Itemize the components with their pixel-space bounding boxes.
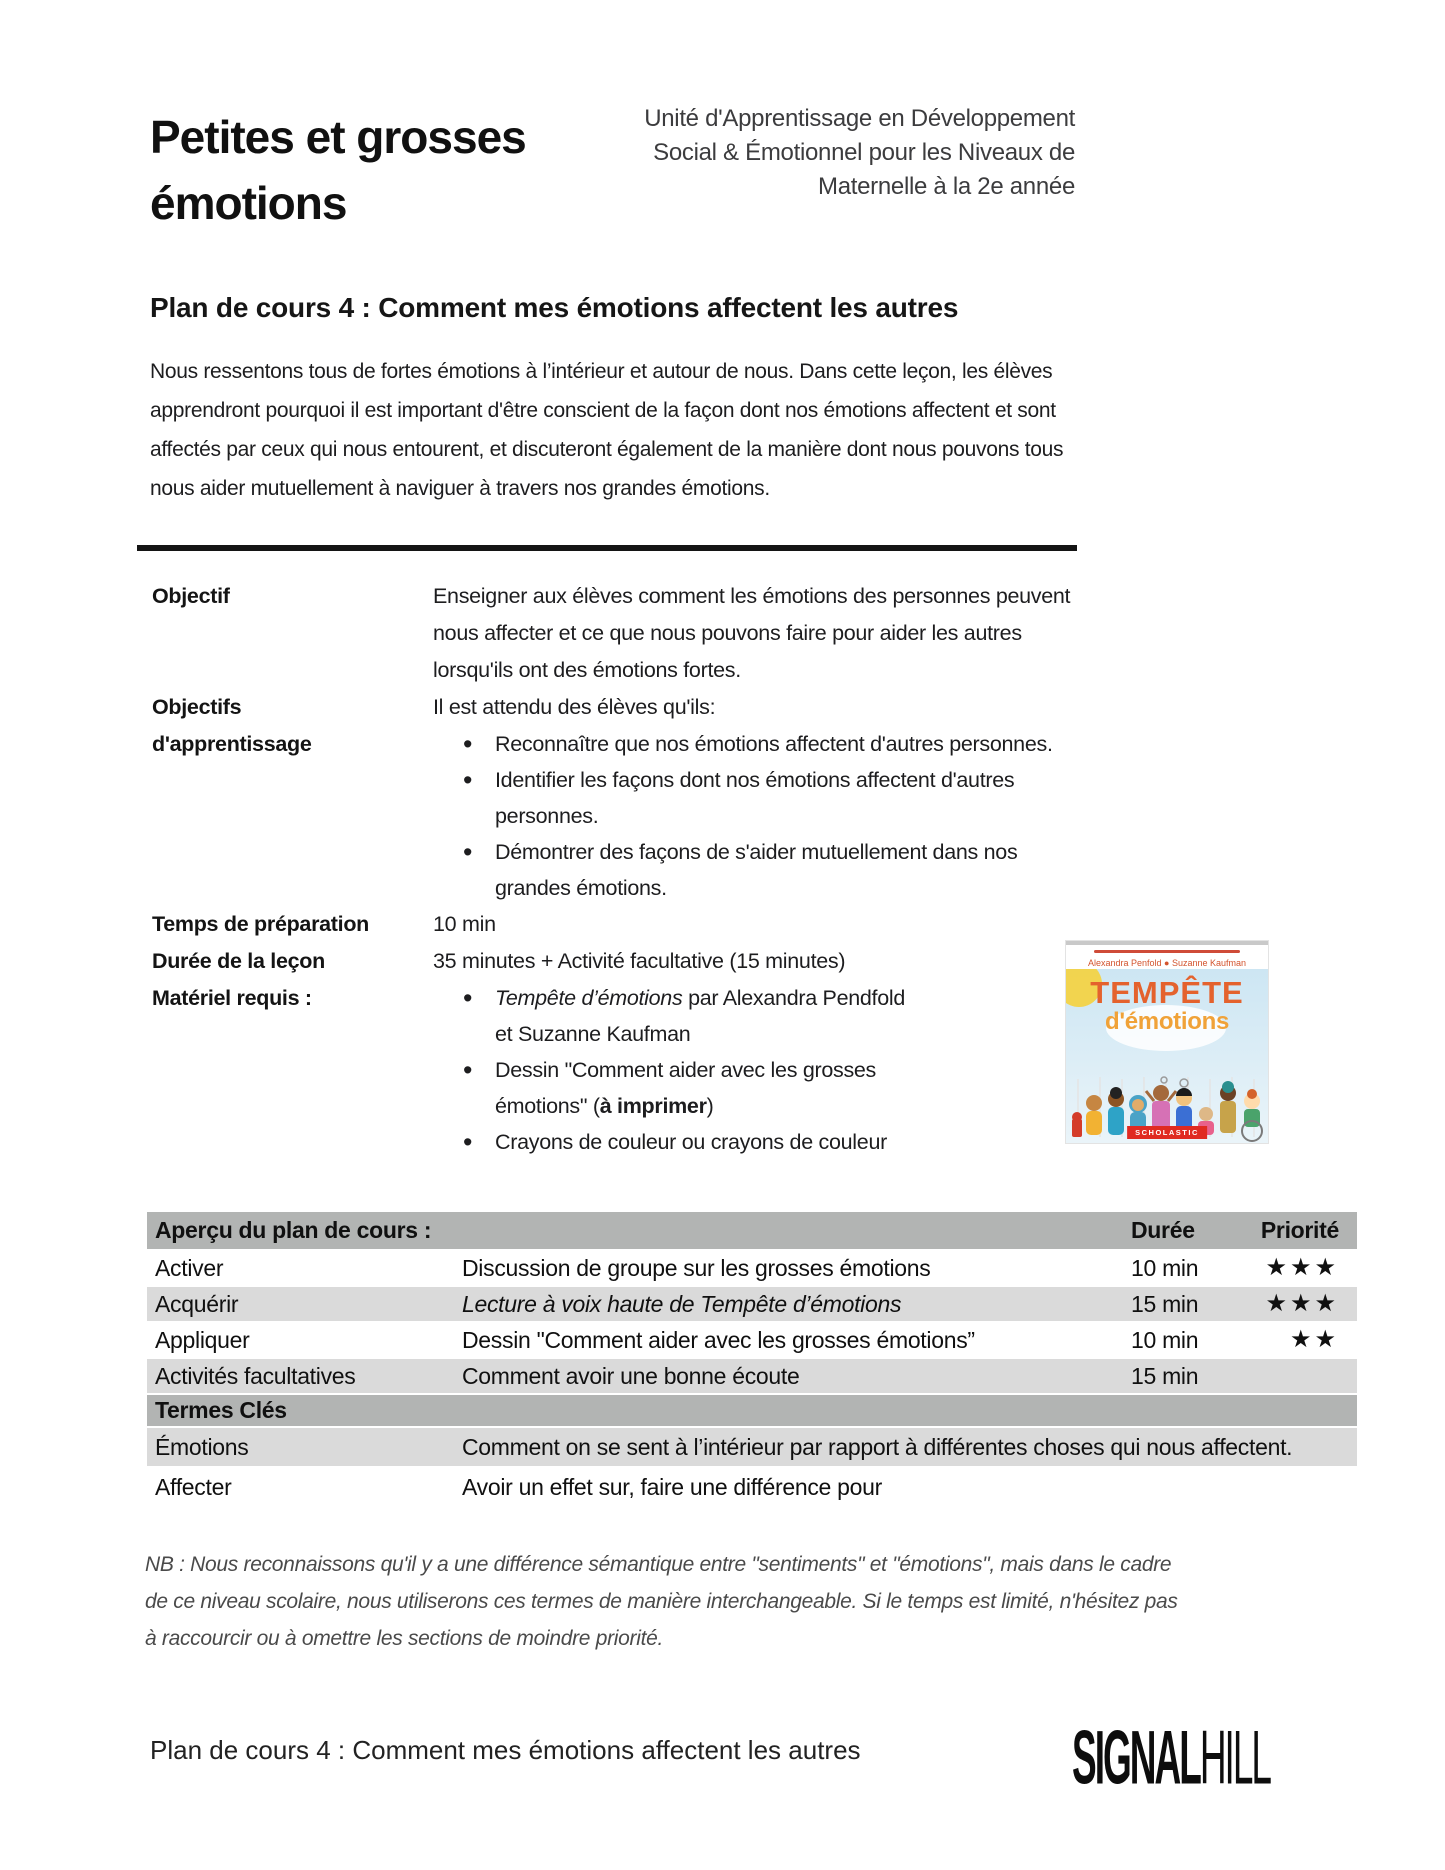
drawing-text-end: ) (706, 1094, 714, 1118)
document-title: Petites et grosses émotions (150, 111, 526, 229)
signalhill-logo-text (1072, 1716, 1270, 1802)
list-item: • Crayons de couleur ou crayons de couleur (433, 1124, 911, 1160)
description-cell: Dessin "Comment aider avec les grosses émotions” (462, 1327, 975, 1353)
list-item (433, 980, 911, 1052)
list-item (433, 1052, 911, 1124)
definition-cell: Comment on se sent à l’intérieur par rapport à différentes choses qui nous affectent. (462, 1434, 1293, 1460)
list-item: • Démontrer des façons de s'aider mutuellement dans nos grandes émotions. (433, 834, 1077, 906)
materials-value (433, 980, 1117, 1160)
description-cell: Discussion de groupe sur les grosses émotions (462, 1255, 931, 1281)
cover-authors: Alexandra Penfold ● Suzanne Kaufman (1087, 958, 1247, 968)
book-authors-text: par Alexandra Pendfold et Suzanne Kaufman (495, 986, 906, 1046)
unit-info: Unité d'Apprentissage en Développement Social & Émotionnel pour les Niveaux de Maternelle à la 2e année (644, 105, 1075, 200)
drawing-bold-text: à imprimer (599, 1094, 707, 1118)
activity-cell: Activer (155, 1255, 224, 1281)
key-terms-header: Termes Clés (147, 1395, 1357, 1426)
definition-cell: Avoir un effet sur, faire une différence pour (462, 1474, 882, 1500)
description-cell: Comment avoir une bonne écoute (462, 1363, 800, 1389)
overview-header-row (147, 1212, 1357, 1249)
lesson-intro: Nous ressentons tous de fortes émotions à l’intérieur et autour de nous. Dans cette leçon, les élèves apprendront pourquoi il est important d'être conscient de la façon dont nos émotions affectent et sont affectés par ceux qui nous entourent, et discuteront également de la manière dont nous pouvons tous nous aider mutuellement à naviguer à travers nos grandes émotions. (150, 360, 1064, 500)
priority-stars: ★★★ (1265, 1290, 1339, 1317)
lesson-details (152, 578, 1117, 1160)
activity-cell: Activités facultatives (155, 1363, 356, 1389)
priority-column-header: Priorité (1260, 1217, 1339, 1243)
priority-stars: ★★★ (1265, 1254, 1339, 1281)
logo-hill-text: HILL (1199, 1715, 1270, 1800)
activity-cell: Acquérir (155, 1291, 239, 1317)
footer-text: Plan de cours 4 : Comment mes émotions affectent les autres (150, 1735, 861, 1765)
learning-objectives-label: Objectifs d'apprentissage (152, 695, 312, 756)
learning-objectives-list (433, 726, 1077, 906)
table-row (147, 1287, 1357, 1321)
learning-objectives-value (433, 689, 1117, 906)
list-item: • Identifier les façons dont nos émotions affectent d'autres personnes. (433, 762, 1077, 834)
duration-column-header: Durée (1131, 1217, 1195, 1243)
table-row (147, 1251, 1357, 1285)
objective-value: Enseigner aux élèves comment les émotions des personnes peuvent nous affecter et ce que nous pouvons faire pour aider les autres lorsqu'ils ont des émotions fortes. (433, 584, 1071, 682)
table-row (147, 1323, 1357, 1357)
logo-signal-text: SIGNAL (1072, 1715, 1200, 1800)
book-title-text: Tempête d’émotions (495, 986, 683, 1010)
duration-cell: 10 min (1131, 1255, 1199, 1281)
key-term-row (147, 1428, 1357, 1466)
objective-label: Objectif (152, 584, 230, 608)
book-cover-image (1066, 941, 1268, 1143)
duration-cell: 10 min (1131, 1327, 1199, 1353)
key-term-row (147, 1468, 1357, 1506)
lesson-heading: Plan de cours 4 : Comment mes émotions affectent les autres (150, 292, 959, 323)
cover-tagline (1066, 945, 1268, 957)
signalhill-logo (1066, 1712, 1276, 1802)
prep-time-label: Temps de préparation (152, 912, 370, 936)
materials-list (433, 980, 911, 1160)
list-item: • Reconnaître que nos émotions affectent d'autres personnes. (433, 726, 1077, 762)
term-cell: Émotions (155, 1434, 249, 1460)
section-divider (137, 545, 1077, 551)
lesson-duration-value: 35 minutes + Activité facultative (15 minutes) (433, 949, 846, 973)
publisher-badge: SCHOLASTIC (1127, 1126, 1207, 1139)
tagline-line (1094, 950, 1239, 953)
priority-stars (1238, 1359, 1357, 1393)
materials-label: Matériel requis : (152, 986, 312, 1010)
lesson-duration-label: Durée de la leçon (152, 949, 325, 973)
prep-time-value: 10 min (433, 912, 496, 936)
duration-cell: 15 min (1131, 1291, 1199, 1317)
overview-table (147, 1212, 1357, 1506)
nb-note: NB : Nous reconnaissons qu'il y a une différence sémantique entre "sentiments" et "émotions", mais dans le cadre de ce niveau scolaire, nous utiliserons ces termes de manière interchangeable. Si le temps est limité, n'hésitez pas à raccourcir ou à omettre les sections de moindre priorité. (145, 1553, 1178, 1650)
priority-stars: ★★ (1289, 1326, 1339, 1353)
duration-cell: 15 min (1131, 1363, 1199, 1389)
cover-subtitle: d'émotions (1104, 1008, 1230, 1035)
learning-objectives-intro: Il est attendu des élèves qu'ils: (433, 695, 716, 719)
term-cell: Affecter (155, 1474, 232, 1500)
activity-cell: Appliquer (155, 1327, 250, 1353)
cover-title: TEMPÊTE (1090, 975, 1244, 1010)
table-row (147, 1359, 1357, 1393)
cover-illustration (1066, 969, 1268, 1143)
description-cell: Lecture à voix haute de Tempête d’émotions (462, 1291, 902, 1317)
overview-title: Aperçu du plan de cours : (155, 1217, 432, 1243)
drawing-text: Dessin "Comment aider avec les grosses émotions" ( (495, 1058, 876, 1118)
